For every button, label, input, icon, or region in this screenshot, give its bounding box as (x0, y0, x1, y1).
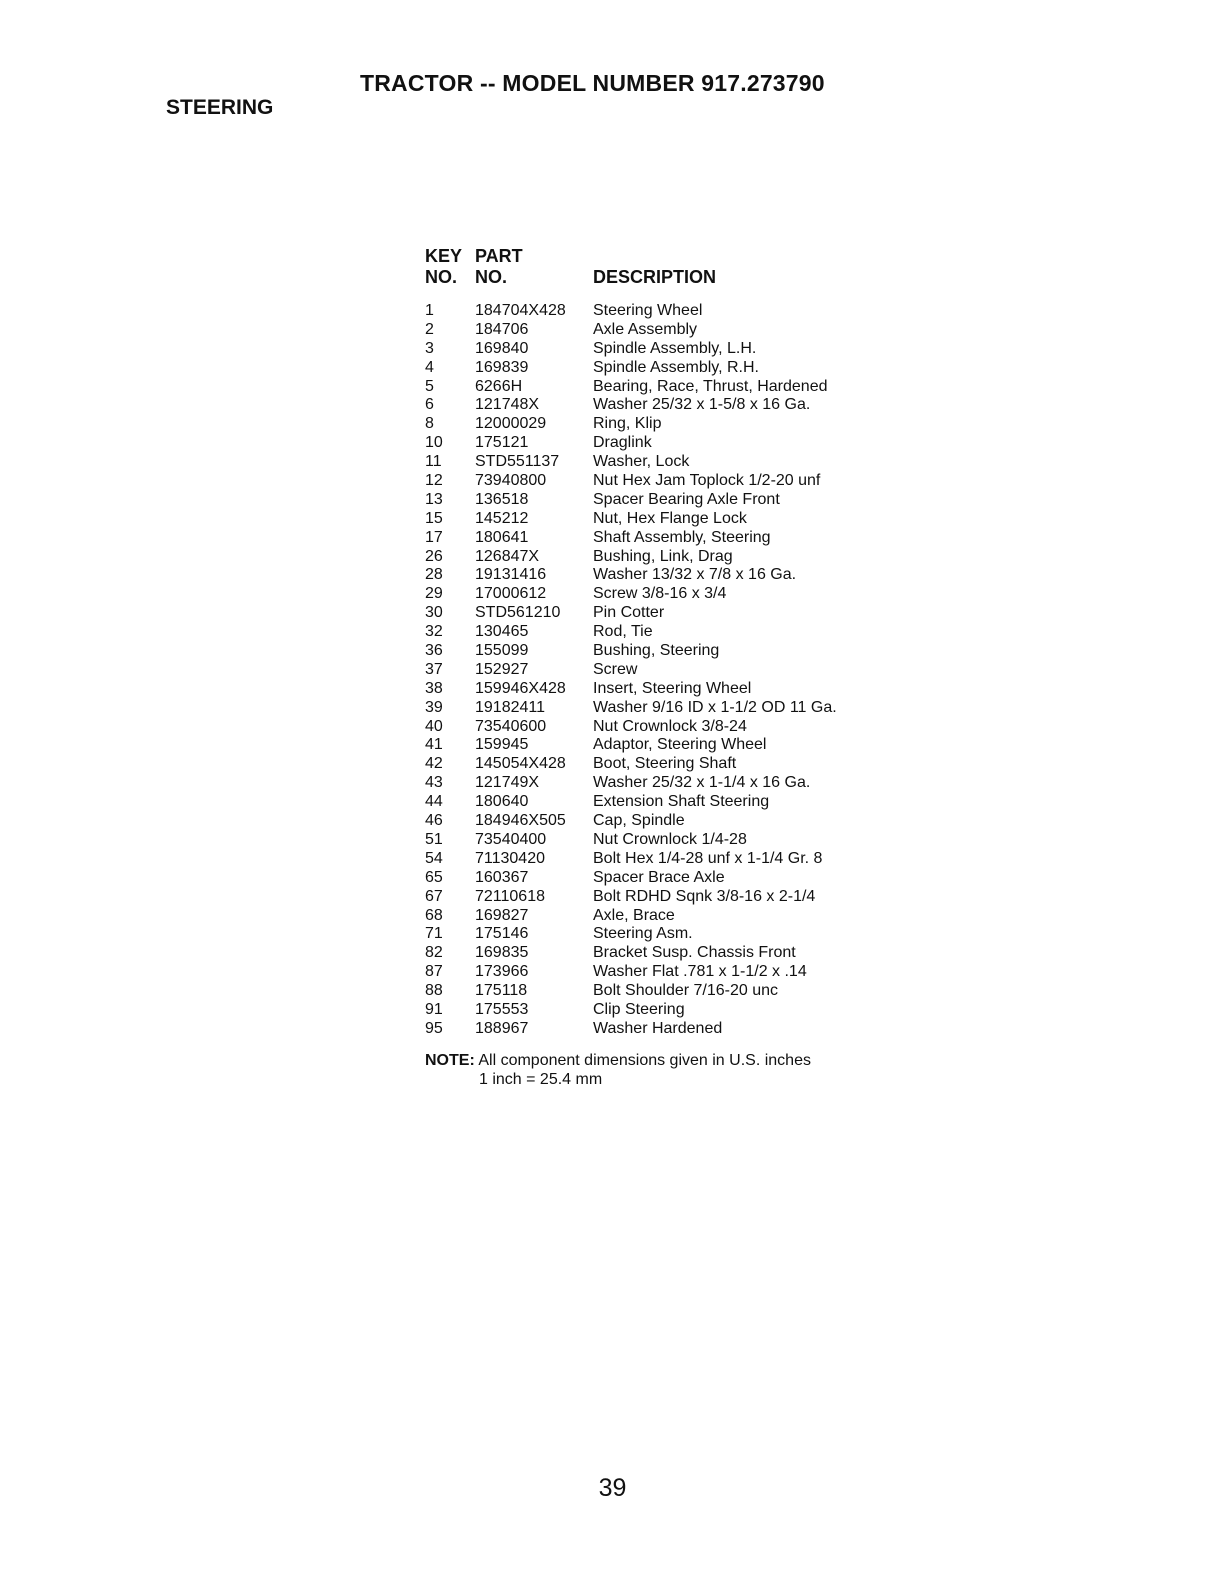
table-row (425, 510, 905, 529)
table-row (425, 774, 905, 793)
row-part-number: 159946X428 (475, 679, 566, 697)
row-key: 3 (425, 339, 434, 357)
row-description: Clip Steering (593, 1000, 685, 1018)
row-key: 46 (425, 812, 443, 830)
row-description: Boot, Steering Shaft (593, 755, 737, 773)
table-row (425, 699, 905, 718)
row-part-number: 169835 (475, 944, 529, 962)
row-description: Axle, Brace (593, 906, 675, 924)
row-part-number: 184704X428 (475, 302, 566, 319)
row-key: 51 (425, 830, 443, 848)
note-line2: 1 inch = 25.4 mm (479, 1071, 603, 1088)
header-key-line2: NO. (425, 267, 458, 287)
row-part-number: 73540400 (475, 830, 547, 848)
table-row (425, 415, 905, 434)
row-key: 26 (425, 547, 443, 565)
row-description: Steering Wheel (593, 302, 703, 319)
row-part-number: 184946X505 (475, 812, 566, 830)
table-row (425, 340, 905, 359)
row-part-number: 169840 (475, 339, 529, 357)
row-description: Washer 25/32 x 1-5/8 x 16 Ga. (593, 396, 811, 414)
row-part-number: 180641 (475, 528, 529, 546)
row-description: Nut Crownlock 1/4-28 (593, 830, 747, 848)
row-description: Spindle Assembly, L.H. (593, 339, 757, 357)
row-part-number: STD561210 (475, 604, 561, 622)
table-row (425, 793, 905, 812)
table-row (425, 359, 905, 378)
table-row (425, 888, 905, 907)
table-row (425, 529, 905, 548)
row-part-number: 73540600 (475, 717, 547, 735)
table-row (425, 850, 905, 869)
row-part-number: 184706 (475, 320, 529, 338)
row-part-number: 175121 (475, 434, 529, 452)
row-description: Insert, Steering Wheel (593, 679, 752, 697)
table-row (425, 321, 905, 340)
row-key: 13 (425, 490, 443, 508)
parts-table (425, 246, 905, 1039)
row-part-number: STD551137 (475, 453, 560, 471)
row-description: Washer Flat .781 x 1-1/2 x .14 (593, 963, 807, 981)
row-key: 67 (425, 887, 443, 905)
row-key: 43 (425, 774, 443, 792)
row-key: 82 (425, 944, 443, 962)
row-description: Screw 3/8-16 x 3/4 (593, 585, 727, 603)
table-row (425, 963, 905, 982)
row-part-number: 145212 (475, 509, 529, 527)
row-part-number: 126847X (475, 547, 540, 565)
table-body (425, 302, 905, 1039)
row-key: 71 (425, 925, 443, 943)
row-description: Ring, Klip (593, 415, 662, 433)
row-description: Spacer Brace Axle (593, 868, 725, 886)
table-row (425, 661, 905, 680)
table-row (425, 472, 905, 491)
row-description: Shaft Assembly, Steering (593, 528, 771, 546)
page-number: 39 (598, 1474, 627, 1502)
row-part-number: 121748X (475, 396, 540, 414)
row-key: 15 (425, 509, 443, 527)
row-key: 68 (425, 906, 443, 924)
table-row (425, 680, 905, 699)
table-row (425, 736, 905, 755)
table-row (425, 548, 905, 567)
row-key: 8 (425, 415, 434, 433)
table-row (425, 434, 905, 453)
row-description: Nut, Hex Flange Lock (593, 509, 747, 527)
row-description: Pin Cotter (593, 604, 665, 622)
row-part-number: 160367 (475, 868, 529, 886)
row-key: 44 (425, 793, 443, 811)
row-key: 12 (425, 472, 443, 490)
row-description: Screw (593, 660, 638, 678)
row-description: Cap, Spindle (593, 812, 685, 830)
table-row (425, 831, 905, 850)
row-part-number: 12000029 (475, 415, 547, 433)
row-key: 87 (425, 963, 443, 981)
row-part-number: 169839 (475, 358, 529, 376)
row-part-number: 71130420 (475, 849, 545, 867)
row-description: Bolt Hex 1/4-28 unf x 1-1/4 Gr. 8 (593, 849, 823, 867)
row-part-number: 19182411 (475, 698, 545, 716)
row-key: 29 (425, 585, 443, 603)
row-part-number: 175553 (475, 1000, 529, 1018)
row-description: Washer, Lock (593, 453, 690, 471)
row-part-number: 188967 (475, 1019, 529, 1037)
table-row (425, 623, 905, 642)
row-part-number: 175146 (475, 925, 529, 943)
table-row (425, 755, 905, 774)
row-key: 6 (425, 396, 434, 414)
row-part-number: 155099 (475, 642, 529, 660)
row-description: Steering Asm. (593, 925, 693, 943)
row-part-number: 17000612 (475, 585, 547, 603)
row-part-number: 130465 (475, 623, 529, 641)
row-key: 5 (425, 377, 434, 395)
row-key: 11 (425, 453, 442, 471)
row-part-number: 19131416 (475, 566, 547, 584)
row-part-number: 169827 (475, 906, 529, 924)
row-key: 41 (425, 736, 443, 754)
row-description: Washer 13/32 x 7/8 x 16 Ga. (593, 566, 797, 584)
table-row (425, 491, 905, 510)
row-key: 40 (425, 717, 443, 735)
row-part-number: 136518 (475, 490, 529, 508)
page-title: TRACTOR -- MODEL NUMBER 917.273790 (360, 70, 825, 96)
row-description: Adaptor, Steering Wheel (593, 736, 767, 754)
row-part-number: 6266H (475, 377, 523, 395)
row-part-number: 121749X (475, 774, 540, 792)
section-title: STEERING (166, 96, 274, 119)
row-description: Nut Crownlock 3/8-24 (593, 717, 747, 735)
row-description: Axle Assembly (593, 320, 698, 338)
row-part-number: 72110618 (475, 887, 545, 905)
row-key: 30 (425, 604, 443, 622)
table-row (425, 925, 905, 944)
header-part-line1: PART (475, 246, 523, 266)
table-row (425, 604, 905, 623)
row-description: Washer 25/32 x 1-1/4 x 16 Ga. (593, 774, 811, 792)
table-row (425, 1001, 905, 1020)
note-line1: All component dimensions given in U.S. inches (478, 1052, 811, 1069)
table-row (425, 642, 905, 661)
table-row (425, 907, 905, 926)
table-row (425, 396, 905, 415)
table-row (425, 944, 905, 963)
table-row (425, 869, 905, 888)
table-row (425, 718, 905, 737)
row-part-number: 175118 (475, 982, 528, 1000)
header-part-line2: NO. (475, 267, 508, 287)
row-description: Washer 9/16 ID x 1-1/2 OD 11 Ga. (593, 698, 837, 716)
table-row (425, 566, 905, 585)
row-key: 38 (425, 679, 443, 697)
table-header (425, 246, 905, 296)
row-description: Bearing, Race, Thrust, Hardened (593, 377, 828, 395)
table-row (425, 302, 905, 321)
row-description: Bushing, Steering (593, 642, 720, 660)
header-description: DESCRIPTION (593, 267, 717, 287)
row-description: Extension Shaft Steering (593, 793, 770, 811)
row-key: 39 (425, 698, 443, 716)
row-key: 65 (425, 868, 443, 886)
row-description: Spacer Bearing Axle Front (593, 490, 780, 508)
note-label: NOTE: (425, 1052, 475, 1069)
table-row (425, 585, 905, 604)
row-description: Spindle Assembly, R.H. (593, 358, 759, 376)
row-key: 10 (425, 434, 443, 452)
row-key: 28 (425, 566, 443, 584)
header-key-line1: KEY (425, 246, 463, 266)
table-row (425, 982, 905, 1001)
row-key: 17 (425, 528, 443, 546)
row-key: 42 (425, 755, 443, 773)
row-description: Rod, Tie (593, 623, 653, 641)
table-row (425, 812, 905, 831)
row-part-number: 173966 (475, 963, 529, 981)
row-key: 1 (425, 302, 434, 319)
row-description: Bolt Shoulder 7/16-20 unc (593, 982, 779, 1000)
row-description: Washer Hardened (593, 1019, 723, 1037)
row-description: Draglink (593, 434, 652, 452)
table-row (425, 378, 905, 397)
row-key: 95 (425, 1019, 443, 1037)
row-key: 88 (425, 982, 443, 1000)
note (425, 1051, 811, 1089)
row-description: Bracket Susp. Chassis Front (593, 944, 796, 962)
table-row (425, 453, 905, 472)
row-description: Bushing, Link, Drag (593, 547, 733, 565)
row-part-number: 180640 (475, 793, 529, 811)
row-part-number: 73940800 (475, 472, 547, 490)
row-key: 54 (425, 849, 443, 867)
row-part-number: 159945 (475, 736, 529, 754)
table-row (425, 1020, 905, 1039)
row-part-number: 145054X428 (475, 755, 566, 773)
row-key: 91 (425, 1000, 443, 1018)
row-key: 4 (425, 358, 434, 376)
row-description: Nut Hex Jam Toplock 1/2-20 unf (593, 472, 821, 490)
row-key: 2 (425, 320, 434, 338)
row-key: 36 (425, 642, 443, 660)
row-key: 32 (425, 623, 443, 641)
row-key: 37 (425, 660, 443, 678)
row-description: Bolt RDHD Sqnk 3/8-16 x 2-1/4 (593, 887, 816, 905)
row-part-number: 152927 (475, 660, 529, 678)
